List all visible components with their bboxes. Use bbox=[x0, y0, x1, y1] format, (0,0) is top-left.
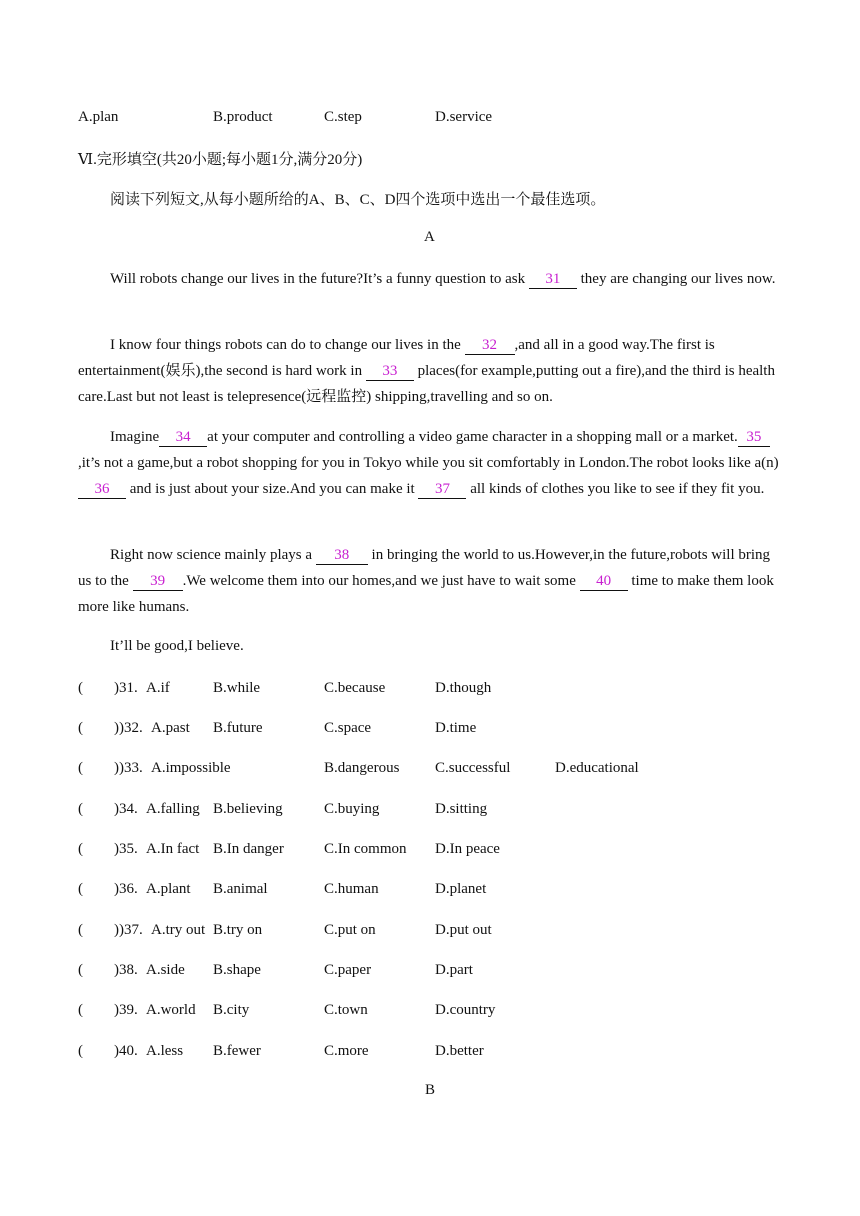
option-b: B.while bbox=[213, 680, 261, 696]
option-b: B.animal bbox=[213, 881, 268, 897]
answer-paren: ( bbox=[78, 962, 83, 978]
option-d: D.though bbox=[435, 680, 492, 696]
option-c: C.In common bbox=[324, 841, 407, 857]
option-c: C.buying bbox=[324, 801, 380, 817]
option-b: B.In danger bbox=[213, 841, 284, 857]
option-d: D.put out bbox=[435, 922, 492, 938]
option-a: A.world bbox=[146, 1002, 196, 1018]
option-b: B.future bbox=[213, 720, 263, 736]
question-number: )35. bbox=[114, 841, 138, 857]
answer-paren: ( bbox=[78, 1043, 83, 1059]
text: .We welcome them into our homes,and we just have to wait some bbox=[182, 573, 580, 589]
text: time to make them look more like humans. bbox=[78, 573, 774, 615]
question-number: )31. bbox=[114, 680, 138, 696]
answer-paren: ( bbox=[78, 922, 83, 938]
answer-paren: ( bbox=[78, 841, 83, 857]
blank-34: 34 bbox=[159, 428, 207, 447]
option-b: B.dangerous bbox=[324, 760, 400, 776]
option-c: C.step bbox=[324, 109, 362, 125]
option-b: B.try on bbox=[213, 922, 263, 938]
option-c: C.space bbox=[324, 720, 372, 736]
option-b: B.shape bbox=[213, 962, 261, 978]
option-c: C.because bbox=[324, 680, 386, 696]
option-d: D.sitting bbox=[435, 801, 488, 817]
blank-38: 38 bbox=[316, 546, 368, 565]
text: in bringing the world to us.However,in the future,robots will bring us to the bbox=[78, 547, 771, 589]
option-c: C.town bbox=[324, 1002, 368, 1018]
passage-paragraph-1 bbox=[78, 266, 784, 292]
option-d: D.service bbox=[435, 109, 493, 125]
answer-paren: ( bbox=[78, 1002, 83, 1018]
blank-39: 39 bbox=[133, 572, 183, 591]
passage-paragraph-5: It’ll be good,I believe. bbox=[110, 638, 244, 654]
passage-a-label: A bbox=[424, 229, 435, 245]
answer-paren: ( bbox=[78, 760, 83, 776]
option-b: B.city bbox=[213, 1002, 250, 1018]
option-b: B.fewer bbox=[213, 1043, 261, 1059]
option-d: D.In peace bbox=[435, 841, 500, 857]
option-c: C.human bbox=[324, 881, 379, 897]
text: I know four things robots can do to change our lives in the bbox=[110, 337, 465, 353]
option-a: A.if bbox=[146, 680, 170, 696]
question-number: )39. bbox=[114, 1002, 138, 1018]
passage-paragraph-2 bbox=[78, 332, 784, 410]
blank-32: 32 bbox=[465, 336, 515, 355]
option-d: D.planet bbox=[435, 881, 487, 897]
text: Right now science mainly plays a bbox=[110, 547, 316, 563]
answer-paren: ( bbox=[78, 720, 83, 736]
blank-33: 33 bbox=[366, 362, 414, 381]
blank-36: 36 bbox=[78, 480, 126, 499]
option-d: D.part bbox=[435, 962, 473, 978]
option-d: D.better bbox=[435, 1043, 484, 1059]
blank-37: 37 bbox=[418, 480, 466, 499]
answer-paren: ( bbox=[78, 680, 83, 696]
option-a: A.try out bbox=[151, 922, 206, 938]
question-number: )34. bbox=[114, 801, 138, 817]
text: and is just about your size.And you can make it bbox=[126, 481, 419, 497]
option-d: D.time bbox=[435, 720, 477, 736]
passage-b-label: B bbox=[425, 1082, 436, 1098]
option-a: A.plan bbox=[78, 109, 119, 125]
option-b: B.believing bbox=[213, 801, 283, 817]
question-number: ))37. bbox=[114, 922, 143, 938]
option-a: A.plant bbox=[146, 881, 191, 897]
question-number: )36. bbox=[114, 881, 138, 897]
option-d: D.country bbox=[435, 1002, 496, 1018]
option-d: D.educational bbox=[555, 760, 639, 776]
text: places(for example,putting out a fire),and the third is health care.Last but not least is telepresence(远程监控) shipping,travelling and so on. bbox=[78, 363, 775, 405]
text: all kinds of clothes you like to see if they fit you. bbox=[466, 481, 765, 497]
question-number: )38. bbox=[114, 962, 138, 978]
text: Imagine bbox=[110, 429, 160, 445]
blank-35: 35 bbox=[738, 428, 770, 447]
text: ,and all in a good way.The first is entertainment(娱乐),the second is hard work in bbox=[78, 337, 715, 379]
passage-paragraph-4 bbox=[78, 542, 784, 620]
option-a: A.In fact bbox=[146, 841, 200, 857]
instructions: 阅读下列短文,从每小题所给的A、B、C、D四个选项中选出一个最佳选项。 bbox=[110, 192, 606, 208]
text: they are changing our lives now. bbox=[576, 271, 776, 287]
option-a: A.past bbox=[151, 720, 190, 736]
option-a: A.less bbox=[146, 1043, 184, 1059]
question-number: )40. bbox=[114, 1043, 138, 1059]
option-c: C.paper bbox=[324, 962, 372, 978]
answer-paren: ( bbox=[78, 801, 83, 817]
option-a: A.falling bbox=[146, 801, 200, 817]
answer-paren: ( bbox=[78, 881, 83, 897]
text: Will robots change our lives in the future?It’s a funny question to ask bbox=[110, 271, 529, 287]
option-b: B.product bbox=[213, 109, 273, 125]
option-c: C.more bbox=[324, 1043, 369, 1059]
question-number: ))33. bbox=[114, 760, 143, 776]
option-a: A.impossible bbox=[151, 760, 231, 776]
option-c: C.successful bbox=[435, 760, 511, 776]
option-c: C.put on bbox=[324, 922, 376, 938]
text: ,it’s not a game,but a robot shopping for you in Tokyo while you sit comfortably in London.The robot looks like a(n) bbox=[78, 455, 779, 471]
text: at your computer and controlling a video game character in a shopping mall or a market. bbox=[207, 429, 738, 445]
option-a: A.side bbox=[146, 962, 185, 978]
section-title: Ⅵ.完形填空(共20小题;每小题1分,满分20分) bbox=[78, 152, 363, 168]
question-number: ))32. bbox=[114, 720, 143, 736]
blank-40: 40 bbox=[580, 572, 628, 591]
passage-paragraph-3 bbox=[78, 424, 784, 502]
blank-31: 31 bbox=[529, 270, 577, 289]
